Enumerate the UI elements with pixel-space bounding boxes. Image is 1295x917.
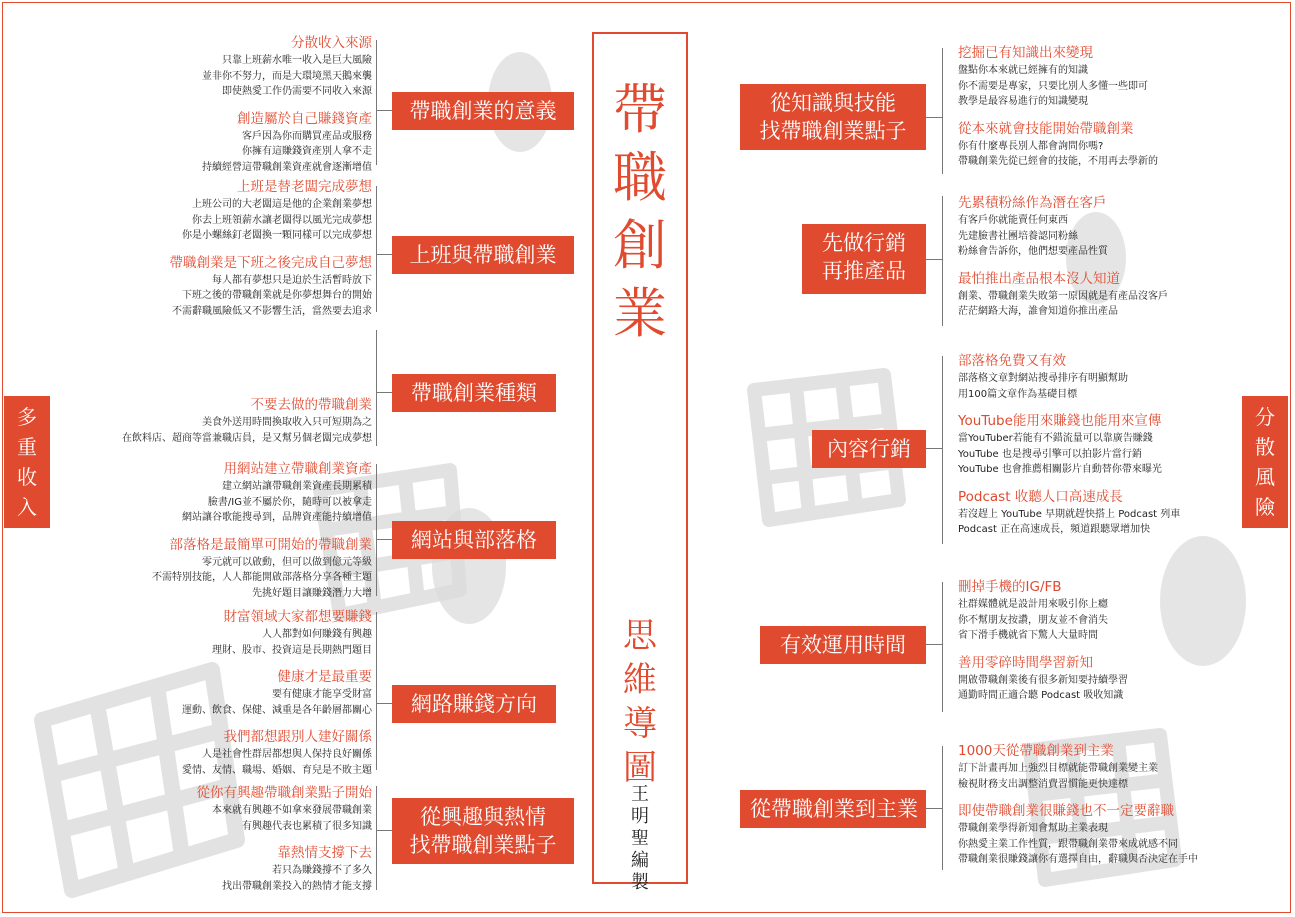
subtopic-detail: 不需辭職風險低又不影響生活，當然要去追求: [172, 305, 372, 317]
topic-node[interactable]: [392, 92, 574, 130]
subtopic-detail: 若沒趕上 YouTube 早期就趕快搭上 Podcast 列車: [958, 508, 1181, 520]
author-char: 製: [631, 872, 649, 893]
subtopic-detail: 即使熱愛工作仍需要不同收入來源: [222, 86, 372, 97]
author-char: 王: [631, 784, 649, 805]
subtopic-heading: 刪掉手機的IG/FB: [958, 579, 1062, 595]
subtopic: [958, 412, 1288, 478]
subtopic: [12, 178, 372, 244]
subtopic-detail: 人人都對如何賺錢有興趣: [262, 629, 372, 640]
topic-node[interactable]: [392, 798, 574, 864]
side-tag-char: 風: [1255, 465, 1275, 489]
subtopic-detail: 你去上班領薪水讓老闆得以風光完成夢想: [192, 214, 372, 226]
branch-connector: [942, 196, 943, 326]
subtopic-detail: 客戶因為你而購買產品或服務: [242, 130, 372, 142]
subtopic-detail: 省下滑手機就省下驚人大量時間: [958, 630, 1098, 641]
branch-connector: [376, 330, 377, 446]
subtopic-detail: 帶職創業很賺錢讓你有選擇自由，辭職與否決定在手中: [958, 854, 1198, 865]
sub-title-char: 圖: [623, 748, 657, 788]
main-title-char: 職: [613, 146, 667, 209]
subtopic: [12, 34, 372, 100]
subtopic-group: [958, 742, 1288, 878]
main-title-char: 帶: [613, 78, 667, 141]
subtopic-heading: 先累積粉絲作為潛在客戶: [958, 195, 1107, 211]
subtopic-group: [12, 178, 372, 329]
topic-node[interactable]: [812, 430, 926, 468]
branch-connector: [926, 259, 942, 260]
subtopic-group: [958, 352, 1288, 548]
subtopic-heading: 財富領域大家都想要賺錢: [223, 609, 372, 625]
subtopic: [958, 742, 1288, 792]
subtopic: [958, 120, 1288, 170]
subtopic: [958, 352, 1288, 402]
title-panel: [592, 32, 688, 893]
subtopic-heading: 從本來就會技能開始帶職創業: [958, 120, 1134, 137]
branch-connector: [376, 464, 377, 596]
subtopic-detail: YouTube 也會推薦相關影片自動替你帶來曝光: [958, 464, 1162, 475]
branch-connector: [376, 254, 392, 255]
subtopic: [12, 536, 372, 602]
topic-label: 從知識與技能: [770, 91, 896, 115]
subtopic-heading: 分散收入來源: [291, 35, 372, 51]
sub-title-char: 思: [623, 616, 657, 656]
topic-label: 找帶職創業點子: [409, 833, 557, 857]
main-title: [594, 76, 686, 348]
side-tag-char: 入: [17, 495, 37, 519]
side-tag-char: 多: [17, 405, 37, 429]
topic-label: 再推產品: [822, 259, 906, 283]
subtopic: [958, 654, 1288, 704]
subtopic-detail: 檢視財務支出調整消費習慣能更快達標: [958, 778, 1128, 790]
subtopic-heading: 即使帶職創業很賺錢也不一定要辭職: [958, 803, 1174, 819]
subtopic-detail: 部落格文章對網站搜尋排序有明顯幫助: [958, 373, 1128, 384]
subtopic-detail: 並非你不努力，而是大環境黑天鵝來襲: [202, 70, 372, 82]
branch-connector: [942, 356, 943, 544]
subtopic-heading: 最怕推出產品根本沒人知道: [958, 270, 1120, 287]
subtopic-heading: Podcast 收聽人口高速成長: [958, 488, 1123, 505]
main-title-char: 業: [613, 282, 667, 345]
side-tag-char: 險: [1255, 495, 1275, 519]
branch-connector: [926, 448, 942, 449]
topic-label: 網站與部落格: [411, 528, 537, 552]
subtopic-detail: 教學是最容易進行的知識變現: [958, 96, 1088, 107]
branch-connector: [376, 703, 392, 704]
topic-label: 找帶職創業點子: [759, 119, 907, 143]
subtopic-group: [12, 608, 372, 788]
subtopic-heading: 挖掘已有知識出來變現: [958, 45, 1093, 61]
branch-connector: [376, 110, 392, 111]
branch-connector: [376, 786, 377, 890]
branch-connector: [376, 830, 392, 831]
subtopic-detail: 有客戶你就能賣任何東西: [958, 215, 1068, 226]
subtopic-heading: 帶職創業是下班之後完成自己夢想: [169, 254, 372, 271]
subtopic-detail: 建立網站讓帶職創業資產長期累積: [222, 481, 372, 492]
topic-label: 帶職創業的意義: [409, 99, 557, 123]
subtopic: [12, 254, 372, 320]
topic-node[interactable]: [392, 521, 556, 559]
subtopic-detail: 創業、帶職創業失敗第一原因就是有產品沒客戶: [958, 290, 1168, 302]
subtopic-heading: 部落格免費又有效: [958, 353, 1066, 369]
subtopic-detail: 你熱愛主業工作性質，跟帶職創業帶來成就感不同: [958, 838, 1178, 850]
topic-node[interactable]: [392, 685, 556, 723]
subtopic-heading: 用網站建立帶職創業資產: [223, 461, 372, 477]
branch-connector: [942, 746, 943, 870]
side-tag-char: 收: [17, 465, 37, 489]
topic-node[interactable]: [740, 790, 926, 828]
side-tag-char: 散: [1255, 435, 1275, 459]
subtopic-detail: 你不幫朋友按讚，朋友並不會消失: [958, 614, 1108, 626]
subtopic: [958, 270, 1288, 320]
subtopic: [958, 802, 1288, 868]
subtopic-detail: 愛情、友情、職場、婚姻、育兒是不敗主題: [182, 764, 372, 776]
branch-connector: [926, 644, 942, 645]
subtopic-group: [12, 460, 372, 611]
subtopic-detail: 在飲料店、超商等當兼職店員，是又幫另個老闆完成夢想: [122, 432, 372, 444]
subtopic-detail: 帶職創業先從已經會的技能，不用再去學新的: [958, 156, 1158, 167]
topic-node[interactable]: [392, 374, 556, 412]
author-credit: [594, 784, 686, 894]
subtopic-heading: 善用零碎時間學習新知: [958, 654, 1093, 671]
sub-title-char: 維: [623, 660, 657, 700]
side-tag-char: 分: [1255, 405, 1275, 429]
author-char: 編: [631, 850, 649, 871]
subtopic: [958, 194, 1288, 260]
subtopic-detail: 網站讓谷歌能搜尋到，品牌資產能持續增值: [182, 512, 372, 523]
topic-label: 從帶職創業到主業: [750, 797, 918, 821]
subtopic-heading: 上班是替老闆完成夢想: [237, 179, 372, 195]
subtopic-detail: 美食外送用時間換取收入只可短期為之: [202, 417, 372, 428]
subtopic-heading: 不要去做的帶職創業: [250, 397, 372, 413]
subtopic-detail: 你有什麼專長別人都會詢問你嗎?: [958, 140, 1104, 152]
subtopic-detail: Podcast 正在高速成長，頻道跟聽眾增加快: [958, 524, 1151, 535]
subtopic: [12, 396, 372, 446]
subtopic-heading: YouTube能用來賺錢也能用來宣傳: [958, 413, 1162, 429]
branch-connector: [926, 117, 942, 118]
topic-node[interactable]: [740, 84, 926, 150]
branch-connector: [376, 539, 392, 540]
topic-label: 從興趣與熱情: [420, 805, 546, 829]
subtopic-heading: 1000天從帶職創業到主業: [958, 743, 1114, 759]
topic-label: 先做行銷: [822, 231, 906, 255]
subtopic-detail: 先建臉書社團培養認同粉絲: [958, 230, 1078, 242]
subtopic-detail: 粉絲會告訴你，他們想要產品性質: [958, 246, 1108, 257]
subtopic-detail: 本來就有興趣不如拿來發展帶職創業: [212, 805, 372, 816]
branch-connector: [376, 186, 377, 312]
subtopic-detail: 不需特別技能，人人都能開啟部落格分享各種主題: [152, 572, 372, 583]
author-char: 聖: [631, 828, 649, 849]
topic-label: 內容行銷: [827, 437, 911, 461]
branch-connector: [376, 392, 392, 393]
topic-label: 上班與帶職創業: [409, 243, 557, 267]
topic-node[interactable]: [802, 224, 926, 294]
subtopic: [12, 110, 372, 176]
subtopic-detail: 每人都有夢想只是迫於生活暫時放下: [212, 274, 372, 286]
topic-label: 有效運用時間: [780, 633, 906, 657]
subtopic-detail: 盤點你本來就已經擁有的知識: [958, 65, 1088, 76]
subtopic-heading: 靠熱情支撐下去: [277, 845, 372, 861]
branch-connector: [376, 612, 377, 770]
topic-label: 帶職創業種類: [411, 381, 537, 405]
subtopic-heading: 我們都想跟別人建好關係: [223, 729, 372, 745]
subtopic: [12, 608, 372, 658]
subtopic-detail: 你擁有這賺錢資產別人拿不走: [242, 146, 372, 157]
subtopic-detail: 理財、股市、投資這是長期熱門題目: [212, 644, 372, 656]
subtopic-detail: 找出帶職創業投入的熱情才能支撐: [222, 880, 372, 892]
subtopic-heading: 創造屬於自己賺錢資產: [237, 110, 372, 127]
author-char: 明: [631, 806, 649, 827]
subtopic-detail: 下班之後的帶職創業就是你夢想舞台的開始: [182, 290, 372, 301]
subtopic: [12, 784, 372, 834]
subtopic-detail: 上班公司的大老闆這是他的企業創業夢想: [192, 199, 372, 210]
subtopic-detail: 你不需要是專家，只要比別人多懂一些即可: [958, 80, 1148, 92]
side-tag-char: 重: [17, 435, 37, 459]
subtopic-detail: 要有健康才能享受財富: [272, 689, 372, 700]
subtopic-group: [958, 44, 1288, 180]
subtopic-heading: 從你有興趣帶職創業點子開始: [196, 785, 372, 801]
subtopic-detail: 通勤時間正適合聽 Podcast 吸收知識: [958, 690, 1124, 701]
branch-connector: [926, 808, 942, 809]
subtopic-group: [12, 34, 372, 185]
subtopic-detail: 人是社會性群居都想與人保持良好關係: [202, 749, 372, 760]
subtopic-detail: 茫茫網路大海，誰會知道你推出產品: [958, 306, 1118, 317]
subtopic-detail: 當YouTuber若能有不錯流量可以靠廣告賺錢: [958, 433, 1153, 444]
main-title-char: 創: [613, 214, 667, 277]
subtopic: [12, 844, 372, 894]
branch-connector: [942, 582, 943, 712]
subtopic-detail: 你是小螺絲釘老闆換一顆同樣可以完成夢想: [182, 230, 372, 241]
subtopic: [958, 488, 1288, 538]
subtopic: [12, 668, 372, 718]
subtopic-heading: 部落格是最簡單可開始的帶職創業: [169, 536, 372, 553]
subtopic-group: [958, 578, 1288, 714]
subtopic-group: [958, 194, 1288, 330]
subtopic-detail: 若只為賺錢撐不了多久: [272, 865, 372, 876]
sub-title: [594, 614, 686, 790]
subtopic: [12, 728, 372, 778]
subtopic-detail: YouTube 也是搜尋引擎可以拍影片當行銷: [958, 448, 1142, 460]
subtopic-heading: 健康才是最重要: [277, 669, 372, 685]
subtopic-detail: 社群媒體就是設計用來吸引你上癮: [958, 599, 1108, 610]
branch-connector: [376, 40, 377, 165]
topic-node[interactable]: [392, 236, 574, 274]
sub-title-char: 導: [623, 704, 657, 744]
subtopic: [12, 460, 372, 526]
subtopic-detail: 訂下計畫再加上強烈目標就能帶職創業變主業: [958, 763, 1158, 774]
subtopic-group: [12, 396, 372, 456]
subtopic-detail: 帶職創業學得新知會幫助主業表現: [958, 823, 1108, 834]
subtopic-detail: 只靠上班薪水唯一收入是巨大風險: [222, 55, 372, 66]
subtopic-detail: 臉書/IG並不屬於你，隨時可以被拿走: [207, 496, 372, 508]
subtopic-detail: 用100篇文章作為基礎目標: [958, 388, 1078, 400]
subtopic-detail: 有興趣代表也累積了很多知識: [242, 820, 372, 832]
subtopic-detail: 零元就可以啟動，但可以做到億元等級: [202, 556, 372, 568]
subtopic-detail: 先挑好題目讓賺錢潛力大增: [252, 587, 372, 599]
subtopic-detail: 持續經營這帶職創業資產就會逐漸增值: [202, 161, 372, 173]
subtopic-group: [12, 784, 372, 904]
branch-connector: [942, 48, 943, 174]
subtopic-detail: 開啟帶職創業後有很多新知要持續學習: [958, 674, 1128, 686]
subtopic-detail: 運動、飲食、保健、減重是各年齡層都關心: [182, 704, 372, 716]
subtopic: [958, 44, 1288, 110]
topic-node[interactable]: [760, 626, 926, 664]
topic-label: 網路賺錢方向: [411, 692, 537, 716]
subtopic: [958, 578, 1288, 644]
